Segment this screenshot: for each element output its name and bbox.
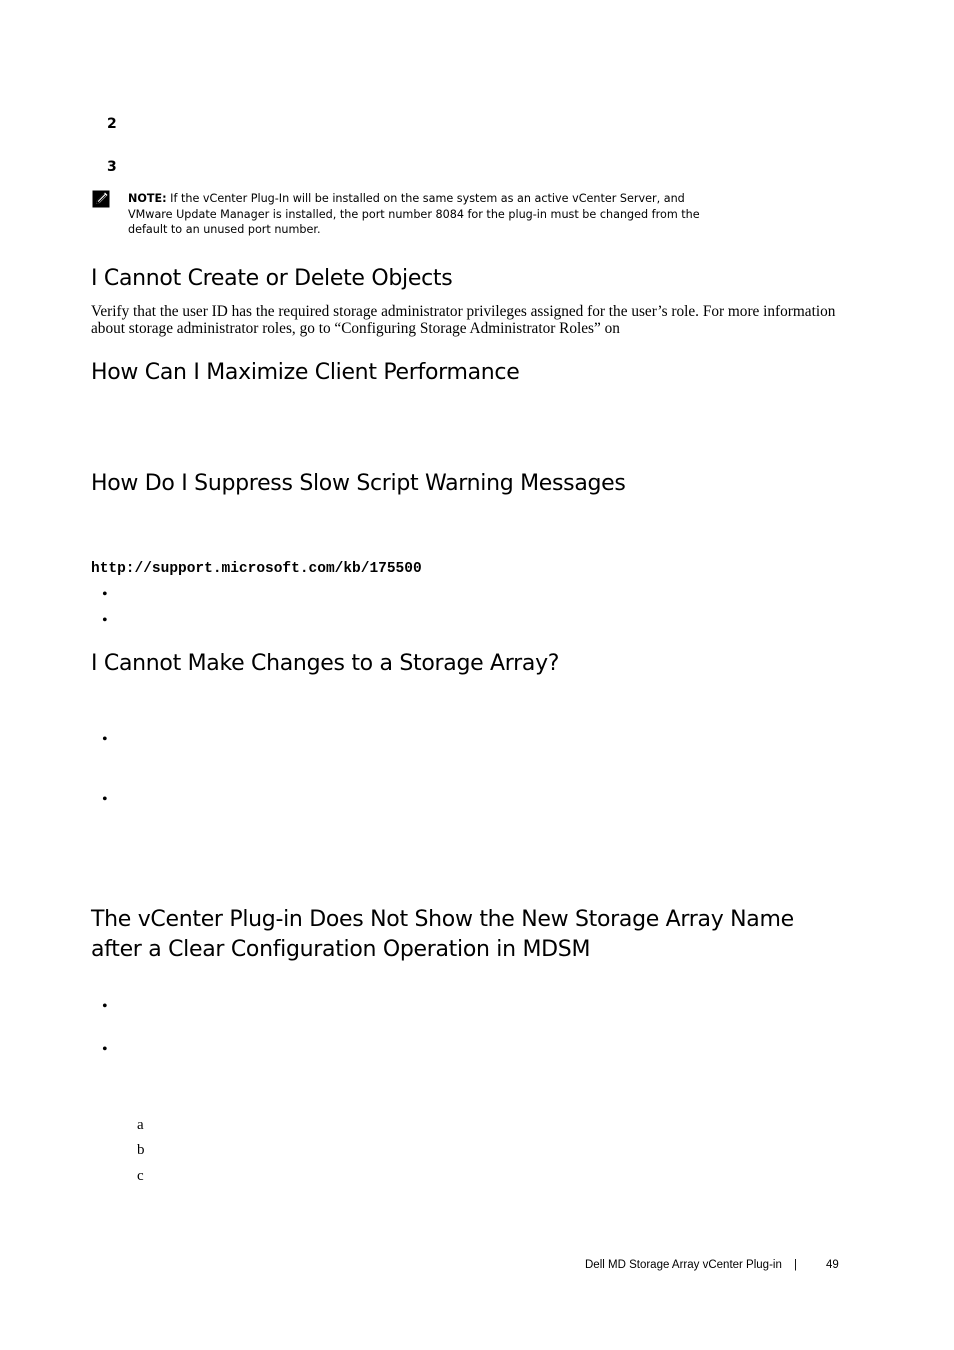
note-label: NOTE: (128, 192, 167, 205)
sub-step-c: c (137, 1168, 144, 1184)
sub-step-a: a (137, 1117, 144, 1133)
heading-client-performance: How Can I Maximize Client Performance (91, 360, 520, 385)
create-delete-body: Verify that the user ID has the required storage administrator privileges assigned for the user’s role. For more information about storage administrator roles, go to “Configuring Storage Administrator Roles” on (91, 303, 836, 337)
pencil-note-icon (92, 190, 112, 208)
heading-slow-script-warning: How Do I Suppress Slow Script Warning Messages (91, 471, 626, 496)
bullet: • (102, 612, 108, 629)
heading-clear-configuration: The vCenter Plug-in Does Not Show the New Storage Array Name after a Clear Configuration Operation in MDSM (91, 907, 794, 962)
footer-separator: | (794, 1259, 797, 1271)
sub-step-b: b (137, 1142, 145, 1158)
bullet: • (102, 998, 108, 1015)
page-number: 49 (826, 1259, 839, 1271)
heading-create-delete-objects: I Cannot Create or Delete Objects (91, 266, 453, 291)
heading-cannot-make-changes: I Cannot Make Changes to a Storage Array? (91, 651, 560, 676)
bullet: • (102, 791, 108, 808)
step-number-3: 3 (107, 159, 117, 175)
note-body: If the vCenter Plug-In will be installed on the same system as an active vCenter Server, and VMware Update Manager is installed, the port number 8084 for the plug-in must be changed from the default to an unused port number. (128, 192, 700, 236)
bullet: • (102, 586, 108, 603)
bullet: • (102, 731, 108, 748)
footer-title: Dell MD Storage Array vCenter Plug-in (585, 1259, 782, 1271)
step-number-2: 2 (107, 116, 117, 132)
note-text (128, 191, 728, 238)
bullet: • (102, 1041, 108, 1058)
microsoft-kb-link[interactable]: http://support.microsoft.com/kb/175500 (91, 561, 422, 577)
